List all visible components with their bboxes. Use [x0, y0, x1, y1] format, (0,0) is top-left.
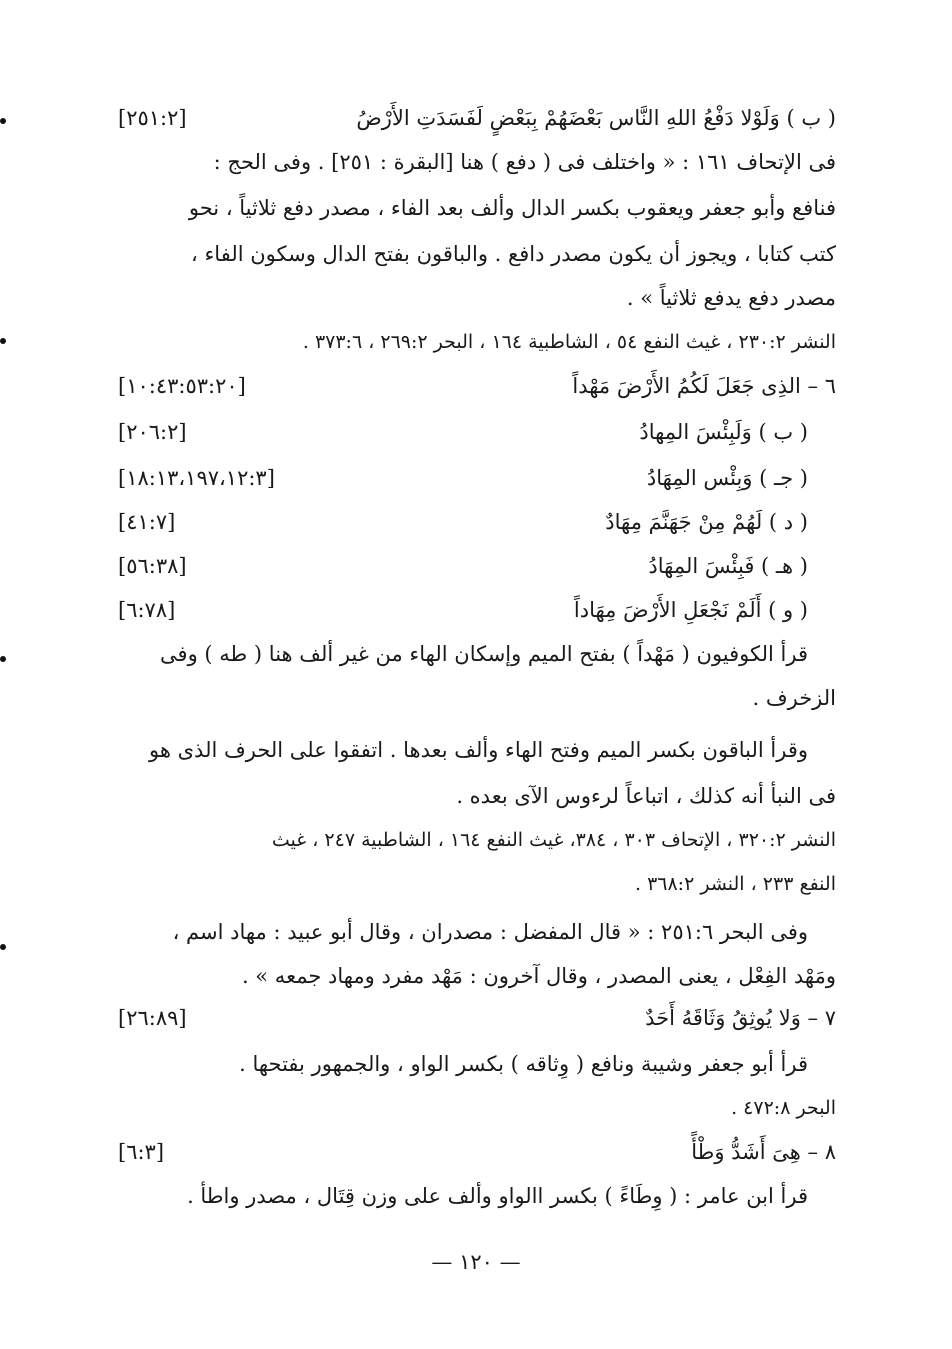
text-line	[118, 456, 836, 500]
text-line	[118, 410, 836, 454]
text-line	[118, 954, 836, 998]
verse-reference: [٦:٣]	[118, 1140, 165, 1164]
verse-reference: [٢٠٦:٢]	[118, 420, 187, 444]
line-text: ( ب ) وَلَوْلا دَفْعُ اللهِ النَّاس بَعْضَهُمْ بِبَعْضٍ لَفَسَدَتِ الأَرْضُ	[356, 106, 836, 130]
line-text: ٦ – الذِى جَعَلَ لَكُمُ الأَرْضَ مَهْداً	[572, 374, 836, 398]
text-line	[118, 676, 836, 720]
line-text: وقرأ الباقون بكسر الميم وفتح الهاء وألف بعدها . اتفقوا على الحرف الذى هو	[149, 738, 808, 762]
line-text: البحر ٤٧٢:٨ .	[731, 1097, 836, 1119]
line-text: قرأ الكوفيون ( مَهْداً ) بفتح الميم وإسكان الهاء من غير ألف هنا ( طه ) وفى	[160, 642, 808, 666]
text-line	[118, 818, 836, 862]
line-text: الزخرف .	[752, 686, 836, 710]
text-line	[118, 140, 836, 184]
line-text: فنافع وأبو جعفر ويعقوب بكسر الدال وألف بعد الفاء ، مصدر دفع ثلاثياً ، نحو	[188, 196, 836, 220]
margin-mark	[0, 944, 6, 950]
text-line	[118, 1042, 836, 1086]
line-text: قرأ أبو جعفر وشيبة ونافع ( وِثاقه ) بكسر الواو ، والجمهور بفتحها .	[239, 1052, 808, 1076]
text-line	[118, 588, 836, 632]
text-line	[118, 364, 836, 408]
text-line	[118, 862, 836, 906]
text-line	[118, 544, 836, 588]
line-text: ( د ) لَهُمْ مِنْ جَهَنَّمَ مِهَادٌ	[605, 510, 808, 534]
verse-reference: [٤١:٧]	[118, 510, 176, 534]
text-line	[118, 1086, 836, 1130]
verse-reference: [٦:٧٨]	[118, 598, 176, 622]
text-line	[118, 1130, 836, 1174]
text-line	[118, 1174, 836, 1218]
verse-reference: [٢٦:٨٩]	[118, 1006, 187, 1030]
line-text: ومَهْد الفِعْل ، يعنى المصدر ، وقال آخرون : مَهْد مفرد ومهاد جمعه » .	[241, 964, 836, 988]
line-text: قرأ ابن عامر : ( وِطَاءً ) بكسر االواو وألف على وزن قِتَال ، مصدر واطأ .	[187, 1184, 808, 1208]
text-line	[118, 232, 836, 276]
line-text: النشر ٣٢٠:٢ ، الإتحاف ٣٠٣ ، ٣٨٤، غيث النفع ١٦٤ ، الشاطبية ٢٤٧ ، غيث	[271, 829, 836, 851]
verse-reference: [١٨:١٣،١٩٧،١٢:٣]	[118, 466, 275, 490]
line-text: ٨ – هِىَ أَشَدُّ وَطْأً	[691, 1140, 836, 1164]
verse-reference: [٥٦:٣٨]	[118, 554, 187, 578]
page-number: — ١٢٠ —	[431, 1250, 521, 1274]
text-line	[118, 320, 836, 364]
line-text: فى الإتحاف ١٦١ : « واختلف فى ( دفع ) هنا [البقرة : ٢٥١] . وفى الحج :	[213, 150, 836, 174]
line-text: ( هـ ) فَبِئْسَ المِهَادُ	[648, 554, 808, 578]
line-text: كتب كتابا ، ويجوز أن يكون مصدر دافع . والباقون بفتح الدال وسكون الفاء ،	[190, 242, 836, 266]
verse-reference: [١٠:٤٣:٥٣:٢٠]	[118, 374, 246, 398]
line-text: فى النبأ أنه كذلك ، اتباعاً لرءوس الآى بعده .	[456, 784, 836, 808]
text-line	[118, 632, 836, 676]
text-line	[118, 186, 836, 230]
text-line	[118, 910, 836, 954]
line-text: وفى البحر ٢٥١:٦ : « قال المفضل : مصدران ، وقال أبو عبيد : مهاد اسم ،	[172, 920, 808, 944]
line-text: ( و ) أَلَمْ نَجْعَلِ الأَرْضَ مِهَاداً	[573, 598, 808, 622]
margin-mark	[0, 118, 6, 124]
text-line	[118, 996, 836, 1040]
line-text: ( ب ) وَلَبِئْسَ المِهادُ	[639, 420, 808, 444]
text-line	[118, 774, 836, 818]
text-line	[118, 96, 836, 140]
margin-mark	[0, 338, 6, 344]
text-line	[118, 728, 836, 772]
line-text: مصدر دفع يدفع ثلاثياً » .	[626, 286, 836, 310]
text-line	[118, 500, 836, 544]
line-text: ٧ – وَلا يُوثِقُ وَثَاقَهُ أَحَدٌ	[645, 1006, 836, 1030]
line-text: النفع ٢٣٣ ، النشر ٣٦٨:٢ .	[634, 873, 836, 895]
line-text: النشر ٢٣٠:٢ ، غيث النفع ٥٤ ، الشاطبية ١٦٤ ، البحر ٢٦٩:٢ ، ٣٧٣:٦ .	[302, 331, 836, 353]
text-line	[118, 276, 836, 320]
line-text: ( جـ ) وَبِئْس المِهَادُ	[646, 466, 808, 490]
margin-mark	[0, 656, 6, 662]
verse-reference: [٢٥١:٢]	[118, 106, 187, 130]
